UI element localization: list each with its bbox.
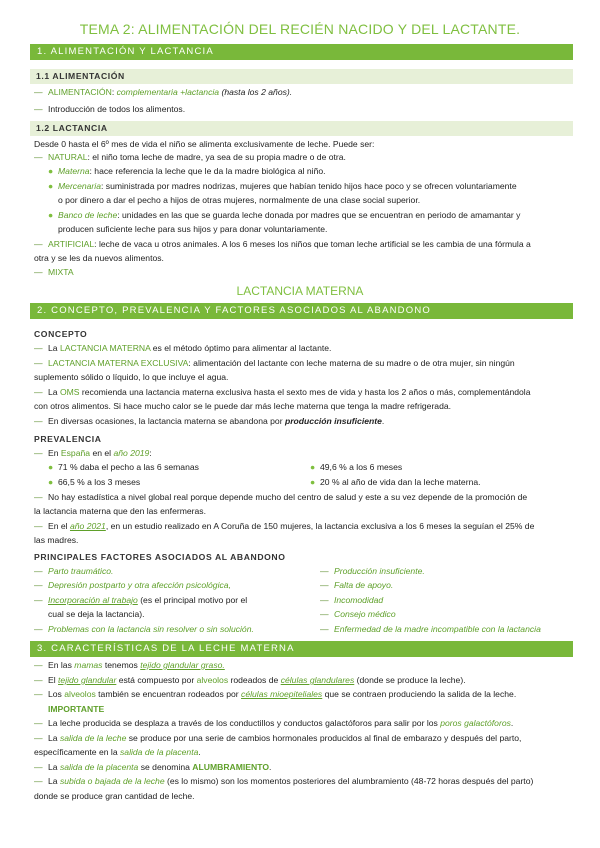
prevalencia-heading: PREVALENCIA — [34, 434, 102, 444]
prevalencia-line-3: — En el año 2021, en un estudio realizado en A Coruña de 150 mujeres, la lactancia exclusiva a los 6 meses la seguían el 25% de — [34, 521, 535, 531]
banco-item-cont: producen suficiente leche para sus hijos y para donar voluntariamente. — [58, 224, 328, 234]
introduccion-line: — Introducción de todos los alimentos. — [34, 104, 186, 114]
factor-item: — Consejo médico — [320, 609, 396, 619]
factor-item: — Problemas con la lactancia sin resolver o sin solución. — [34, 624, 254, 634]
section-2-header: 2. CONCEPTO, PREVALENCIA Y FACTORES ASOCIADOS AL ABANDONO — [30, 303, 573, 319]
lactancia-intro: Desde 0 hasta el 6º mes de vida el niño se alimenta exclusivamente de leche. Puede ser: — [34, 139, 375, 149]
leche-line-3: — Los alveolos también se encuentran rodeados por células mioepiteliales que se contraen produciendo la salida de la leche. — [34, 689, 517, 699]
stat-item: ● 66,5 % a los 3 meses — [48, 477, 141, 487]
leche-line-7-cont: donde se produce gran cantidad de leche. — [34, 791, 195, 801]
prevalencia-line-3-cont: las madres. — [34, 535, 79, 545]
concepto-line-3: — La OMS recomienda una lactancia materna exclusiva hasta el sexto mes de vida y hasta los 2 años o más, complementándola — [34, 387, 531, 397]
subsection-1-1-header: 1.1 ALIMENTACIÓN — [30, 69, 573, 84]
concepto-line-2: — LACTANCIA MATERNA EXCLUSIVA: alimentación del lactante con leche materna de su madre o de otra mujer, sin ningún — [34, 358, 515, 368]
artificial-line-cont: otra y se les da nuevos alimentos. — [34, 253, 164, 263]
leche-line-5-cont: específicamente en la salida de la placenta. — [34, 747, 201, 757]
stat-item: ● 20 % al año de vida dan la leche materna. — [310, 477, 481, 487]
concepto-heading: CONCEPTO — [34, 329, 88, 339]
factor-item: — Parto traumático. — [34, 566, 114, 576]
mercenaria-item-cont: o por dinero a dar el pecho a hijos de otras mujeres, normalmente de una clase social superior. — [58, 195, 421, 205]
prevalencia-line-1: — En España en el año 2019: — [34, 448, 152, 458]
leche-line-2: — El tejido glandular está compuesto por alveolos rodeados de células glandulares (donde se produce la leche). — [34, 675, 466, 685]
leche-line-7: — La subida o bajada de la leche (es lo mismo) son los momentos posteriores del alumbramiento (48-72 horas después del parto) — [34, 776, 534, 786]
alimentacion-line: — ALIMENTACIÓN: complementaria +lactancia (hasta los 2 años). — [34, 87, 293, 97]
artificial-line: — ARTIFICIAL: leche de vaca u otros animales. A los 6 meses los niños que toman leche artificial se les cambia de una fórmula a — [34, 239, 531, 249]
concepto-line-1: — La LACTANCIA MATERNA es el método óptimo para alimentar al lactante. — [34, 343, 332, 353]
natural-line: — NATURAL: el niño toma leche de madre, ya sea de su propia madre o de otra. — [34, 152, 346, 162]
document-title: TEMA 2: ALIMENTACIÓN DEL RECIÉN NACIDO Y DEL LACTANTE. — [79, 21, 521, 37]
factor-item: — Incorporación al trabajo (es el principal motivo por el — [34, 595, 248, 605]
lactancia-materna-heading: LACTANCIA MATERNA — [236, 284, 364, 298]
factor-item-cont: cual se deja la lactancia). — [48, 609, 145, 619]
materna-item: ● Materna: hace referencia la leche que le da la madre biológica al niño. — [48, 166, 326, 176]
leche-line-4: — La leche producida se desplaza a través de los conductillos y conductos galactóforos para salir por los poros galactóforos. — [34, 718, 514, 728]
section-3-header: 3. CARACTERÍSTICAS DE LA LECHE MATERNA — [30, 641, 573, 657]
section-1-header: 1. ALIMENTACIÓN Y LACTANCIA — [30, 44, 573, 60]
stat-item: ● 71 % daba el pecho a las 6 semanas — [48, 462, 199, 472]
subsection-1-2-header: 1.2 LACTANCIA — [30, 121, 573, 136]
factor-item: — Incomodidad — [320, 595, 384, 605]
prevalencia-line-2: — No hay estadística a nivel global real porque depende mucho del centro de salud y este a su vez depende de la promoción de — [34, 492, 528, 502]
mixta-line: — MIXTA — [34, 267, 74, 277]
factor-item: — Falta de apoyo. — [320, 580, 394, 590]
factor-item: — Producción insuficiente. — [320, 566, 425, 576]
leche-line-5: — La salida de la leche se produce por una serie de cambios hormonales producidos al final de embarazo y después del parto, — [34, 733, 522, 743]
factor-item: — Depresión postparto y otra afección psicológica, — [34, 580, 231, 590]
factores-heading: PRINCIPALES FACTORES ASOCIADOS AL ABANDONO — [34, 552, 286, 562]
concepto-line-2-cont: suplemento sólido o líquido, lo que incluye el agua. — [34, 372, 229, 382]
importante-label: IMPORTANTE — [48, 704, 105, 714]
concepto-line-4: — En diversas ocasiones, la lactancia materna se abandona por producción insuficiente. — [34, 416, 385, 426]
prevalencia-line-2-cont: la lactancia materna que den las enfermeras. — [34, 506, 206, 516]
leche-line-1: — En las mamas tenemos tejido glandular graso. — [34, 660, 225, 670]
concepto-line-3-cont: con otros alimentos. Si hace mucho calor se le puede dar más leche materna que tenga la madre refrigerada. — [34, 401, 452, 411]
mercenaria-item: ● Mercenaria: suministrada por madres nodrizas, mujeres que habían tenido hijos hace poco y se ofrecen voluntariamente — [48, 181, 517, 191]
stat-item: ● 49,6 % a los 6 meses — [310, 462, 403, 472]
leche-line-6: — La salida de la placenta se denomina ALUMBRAMIENTO. — [34, 762, 272, 772]
banco-item: ● Banco de leche: unidades en las que se guarda leche donada por madres que se encuentran en periodo de amamantar y — [48, 210, 521, 220]
factor-item: — Enfermedad de la madre incompatible con la lactancia — [320, 624, 541, 634]
